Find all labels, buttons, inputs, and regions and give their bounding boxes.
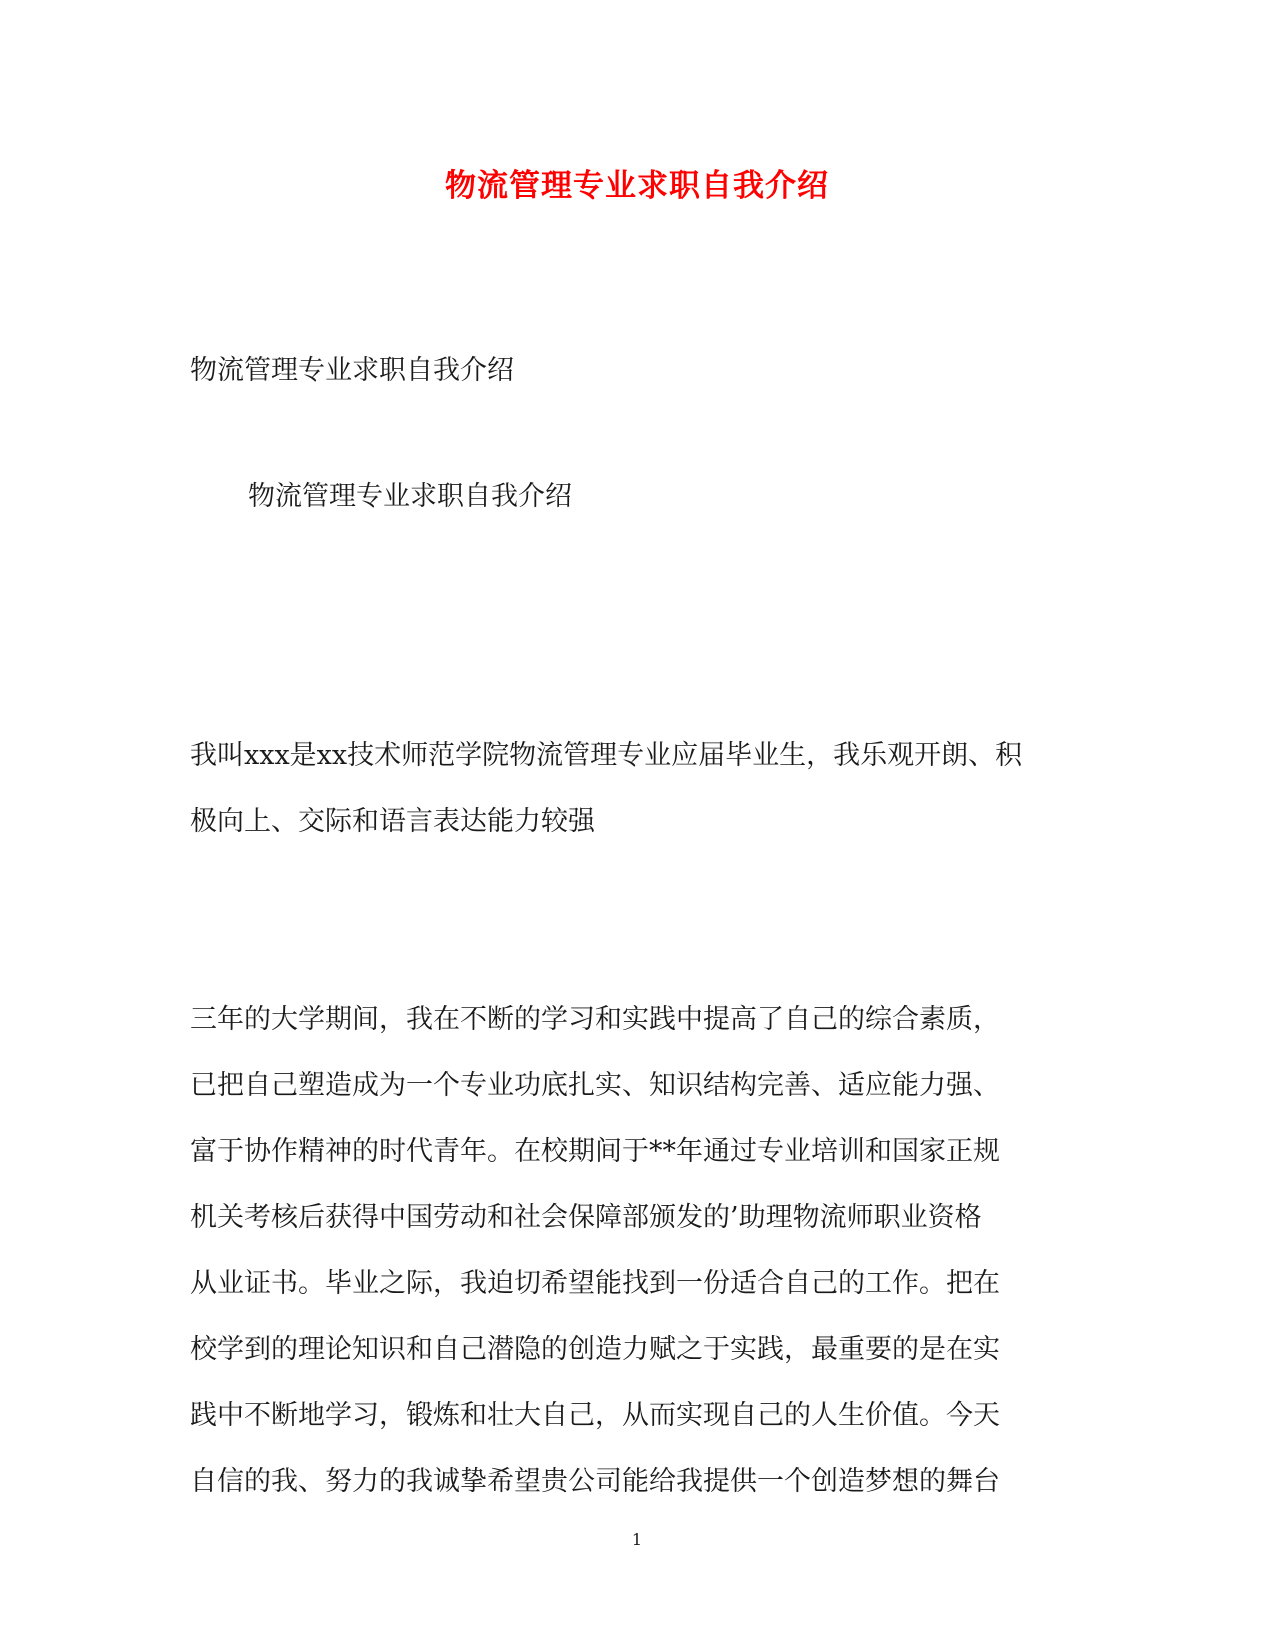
page-number: 1 <box>631 1530 643 1549</box>
document-title: 物流管理专业求职自我介绍 <box>445 168 829 204</box>
paragraph-line: 校学到的理论知识和自己潜隐的创造力赋之于实践，最重要的是在实 <box>190 1334 1000 1365</box>
indented-subtitle-line: 物流管理专业求职自我介绍 <box>248 481 572 512</box>
paragraph-line: 极向上、交际和语言表达能力较强 <box>190 806 595 837</box>
paragraph-line: 我叫xxx是xx技术师范学院物流管理专业应届毕业生，我乐观开朗、积 <box>190 740 1023 771</box>
paragraph-body <box>190 1002 1090 1530</box>
paragraph-line: 已把自己塑造成为一个专业功底扎实、知识结构完善、适应能力强、 <box>190 1070 1000 1101</box>
paragraph-line: 机关考核后获得中国劳动和社会保障部颁发的’助理物流师职业资格 <box>190 1202 982 1233</box>
paragraph-line: 践中不断地学习，锻炼和壮大自己，从而实现自己的人生价值。今天 <box>190 1400 1000 1431</box>
paragraph-intro <box>190 738 1090 870</box>
subtitle-line: 物流管理专业求职自我介绍 <box>190 355 514 386</box>
paragraph-line: 自信的我、努力的我诚挚希望贵公司能给我提供一个创造梦想的舞台 <box>190 1466 1000 1497</box>
paragraph-line: 从业证书。毕业之际，我迫切希望能找到一份适合自己的工作。把在 <box>190 1268 1000 1299</box>
paragraph-line: 富于协作精神的时代青年。在校期间于**年通过专业培训和国家正规 <box>190 1136 1000 1167</box>
paragraph-line: 三年的大学期间，我在不断的学习和实践中提高了自己的综合素质， <box>190 1004 1000 1035</box>
